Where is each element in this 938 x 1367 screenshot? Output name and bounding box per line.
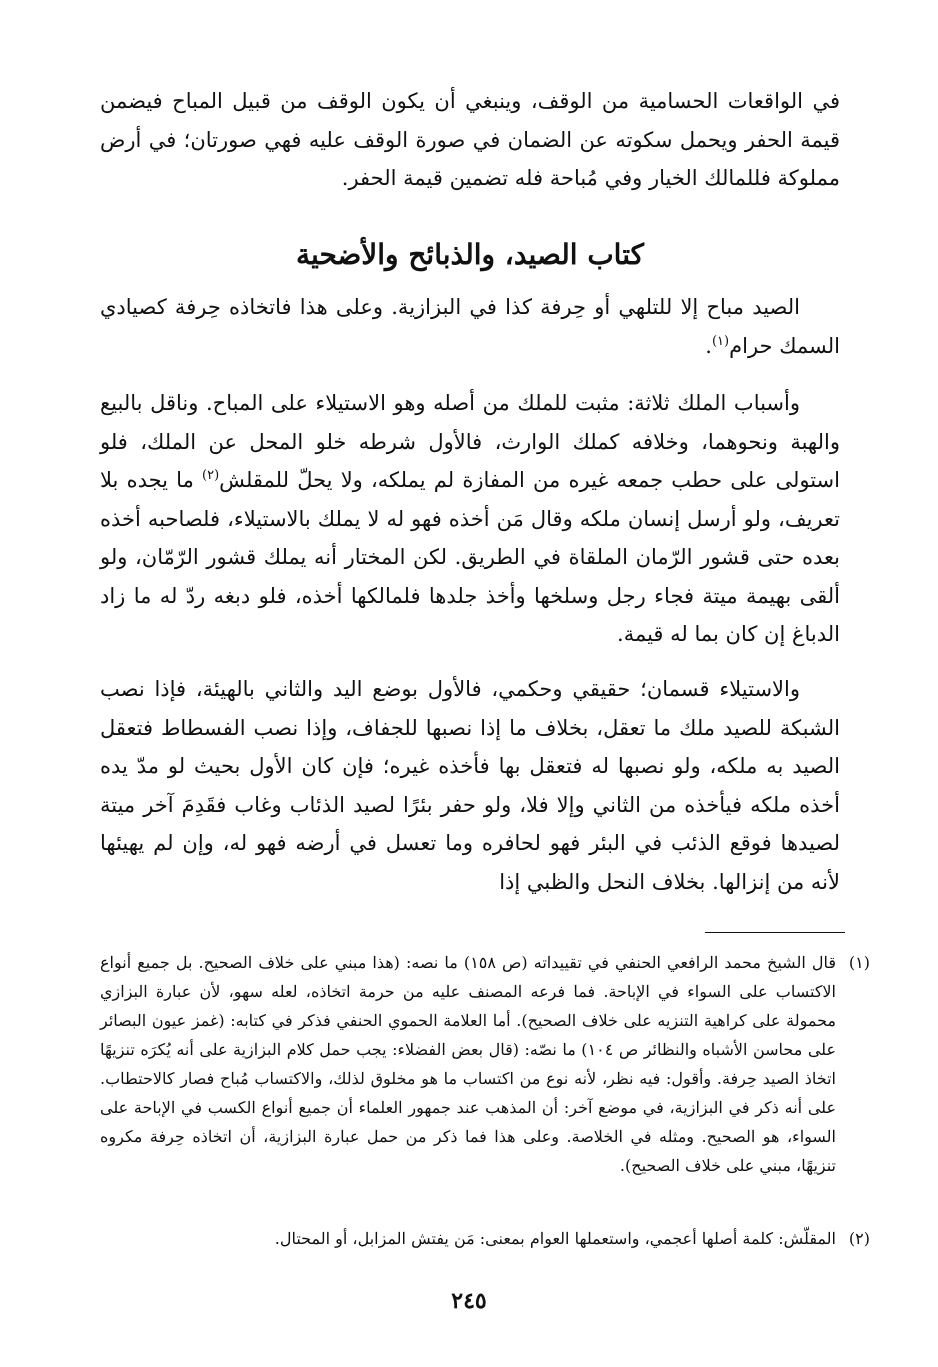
hunting-intro-text: الصيد مباح إلا للتلهي أو حِرفة كذا في البزازية. وعلى هذا فاتخاذه حِرفة كصيادي السمك حرام: [100, 295, 840, 358]
page-number: ٢٤٥: [451, 1288, 487, 1314]
footnote-2: [100, 1224, 870, 1253]
footnote-text: المقلّش: كلمة أصلها أعجمي، واستعملها العوام بمعنى: مَن يفتش المزابل، أو المحتال.: [274, 1229, 836, 1248]
opening-paragraph: في الواقعات الحسامية من الوقف، وينبغي أن يكون الوقف من قبيل المباح فيضمن قيمة الحفر ويحمل سكوته عن الضمان في صورة الوقف عليه فهي صورتان؛ في أرض مملوكة فللمالك الخيار وفي مُباحة فله تضمين قيمة الحفر.: [100, 89, 840, 190]
chapter-title: كتاب الصيد، والذبائح والأضحية: [296, 238, 644, 271]
footnote-1: [100, 948, 870, 1180]
hunting-intro-end: .: [705, 333, 712, 358]
footnote-text: قال الشيخ محمد الرافعي الحنفي في تقييداته (ص ١٥٨) ما نصه: (هذا مبني على خلاف الصحيح. بل جميع أنواع الاكتساب على السواء في الإباحة. فما فرعه المصنف عليه من حرمة اتخاذه، لعله سهو، لأن عبارة البزازي محمولة على كراهية التنزيه على خلاف الصحيح). أما العلامة الحموي الحنفي فذكر في كتابه: (غمز عيون البصائر على محاسن الأشباه والنظائر ص ١٠٤) ما نصّه: (قال بعض الفضلاء: يجب حمل كلام البزازية على أنه يُكرَه تنزيهًا اتخاذ الصيد حِرفة. وأقول: فيه نظر، لأنه نوع من اكتساب ما هو مخلوق لذلك، والاكتساب مُباح فصار كالاحتطاب. على أنه ذكر في البزازية، في موضع آخر: أن المذهب عند جمهور العلماء أن جميع أنواع الكسب في الإباحة على السواء، هو الصحيح. ومثله في الخلاصة. وعلى هذا فما ذكر من حمل عبارة البزازية، أن اتخاذه حِرفة مكروه تنزيهًا، مبني على خلاف الصحيح).: [100, 953, 837, 1175]
footnote-ref-1: (١): [711, 333, 730, 349]
ownership-text-part1: وأسباب الملك ثلاثة: مثبت للملك من أصله وهو الاستيلاء على المباح. وناقل بالبيع والهبة ونحوهما، وخلافه كملك الوارث، فالأول شرطه خلو المحل عن الملك، فلو استولى على حطب جمعه غيره من المفازة لم يملكه، ولا يحلّ للمقلش: [100, 391, 840, 492]
footnote-ref-2: (٢): [202, 468, 220, 483]
footnote-separator: [705, 932, 845, 933]
footnote-number: (١): [848, 953, 870, 972]
seizure-paragraph: والاستيلاء قسمان؛ حقيقي وحكمي، فالأول بوضع اليد والثاني بالهيئة، فإذا نصب الشبكة للصيد ملك ما تعقل، بخلاف ما إذا نصبها للجفاف، وإذا نصب الفسطاط فتعقل الصيد به ملكه، ولو نصبها له فتعقل بها فأخذه غيره؛ فإن كان الأول بحيث لو مدّ يده أخذه ملكه فيأخذه من الثاني وإلا فلا، ولو حفر بئرًا لصيد الذئاب وغاب فقَدِمَ آخر ميتة لصيدها فوقع الذئب في البئر فهو لحافره وما تعسل في أرضه فهو له، وإن لم يهيئها لأنه من إنزالها. بخلاف النحل والظبي إذا: [100, 677, 840, 894]
footnote-number: (٢): [848, 1229, 870, 1248]
ownership-paragraph: [100, 384, 840, 654]
hunting-intro-paragraph: [100, 288, 840, 365]
ownership-text-part2: ما يجده بلا تعريف، ولو أرسل إنسان ملكه وقال مَن أخذه فهو له لا يملك بالاستيلاء، فلصاحبه أخذه بعده حتى قشور الرّمان الملقاة في الطريق. لكن المختار أنه يملك قشور الرّمّان، ولو ألقى بهيمة ميتة فجاء رجل وسلخها وأخذ جلدها فلمالكها أخذه، فلو دبغه ردّ له ما زاد الدباغ إن كان بما له قيمة.: [100, 468, 840, 646]
